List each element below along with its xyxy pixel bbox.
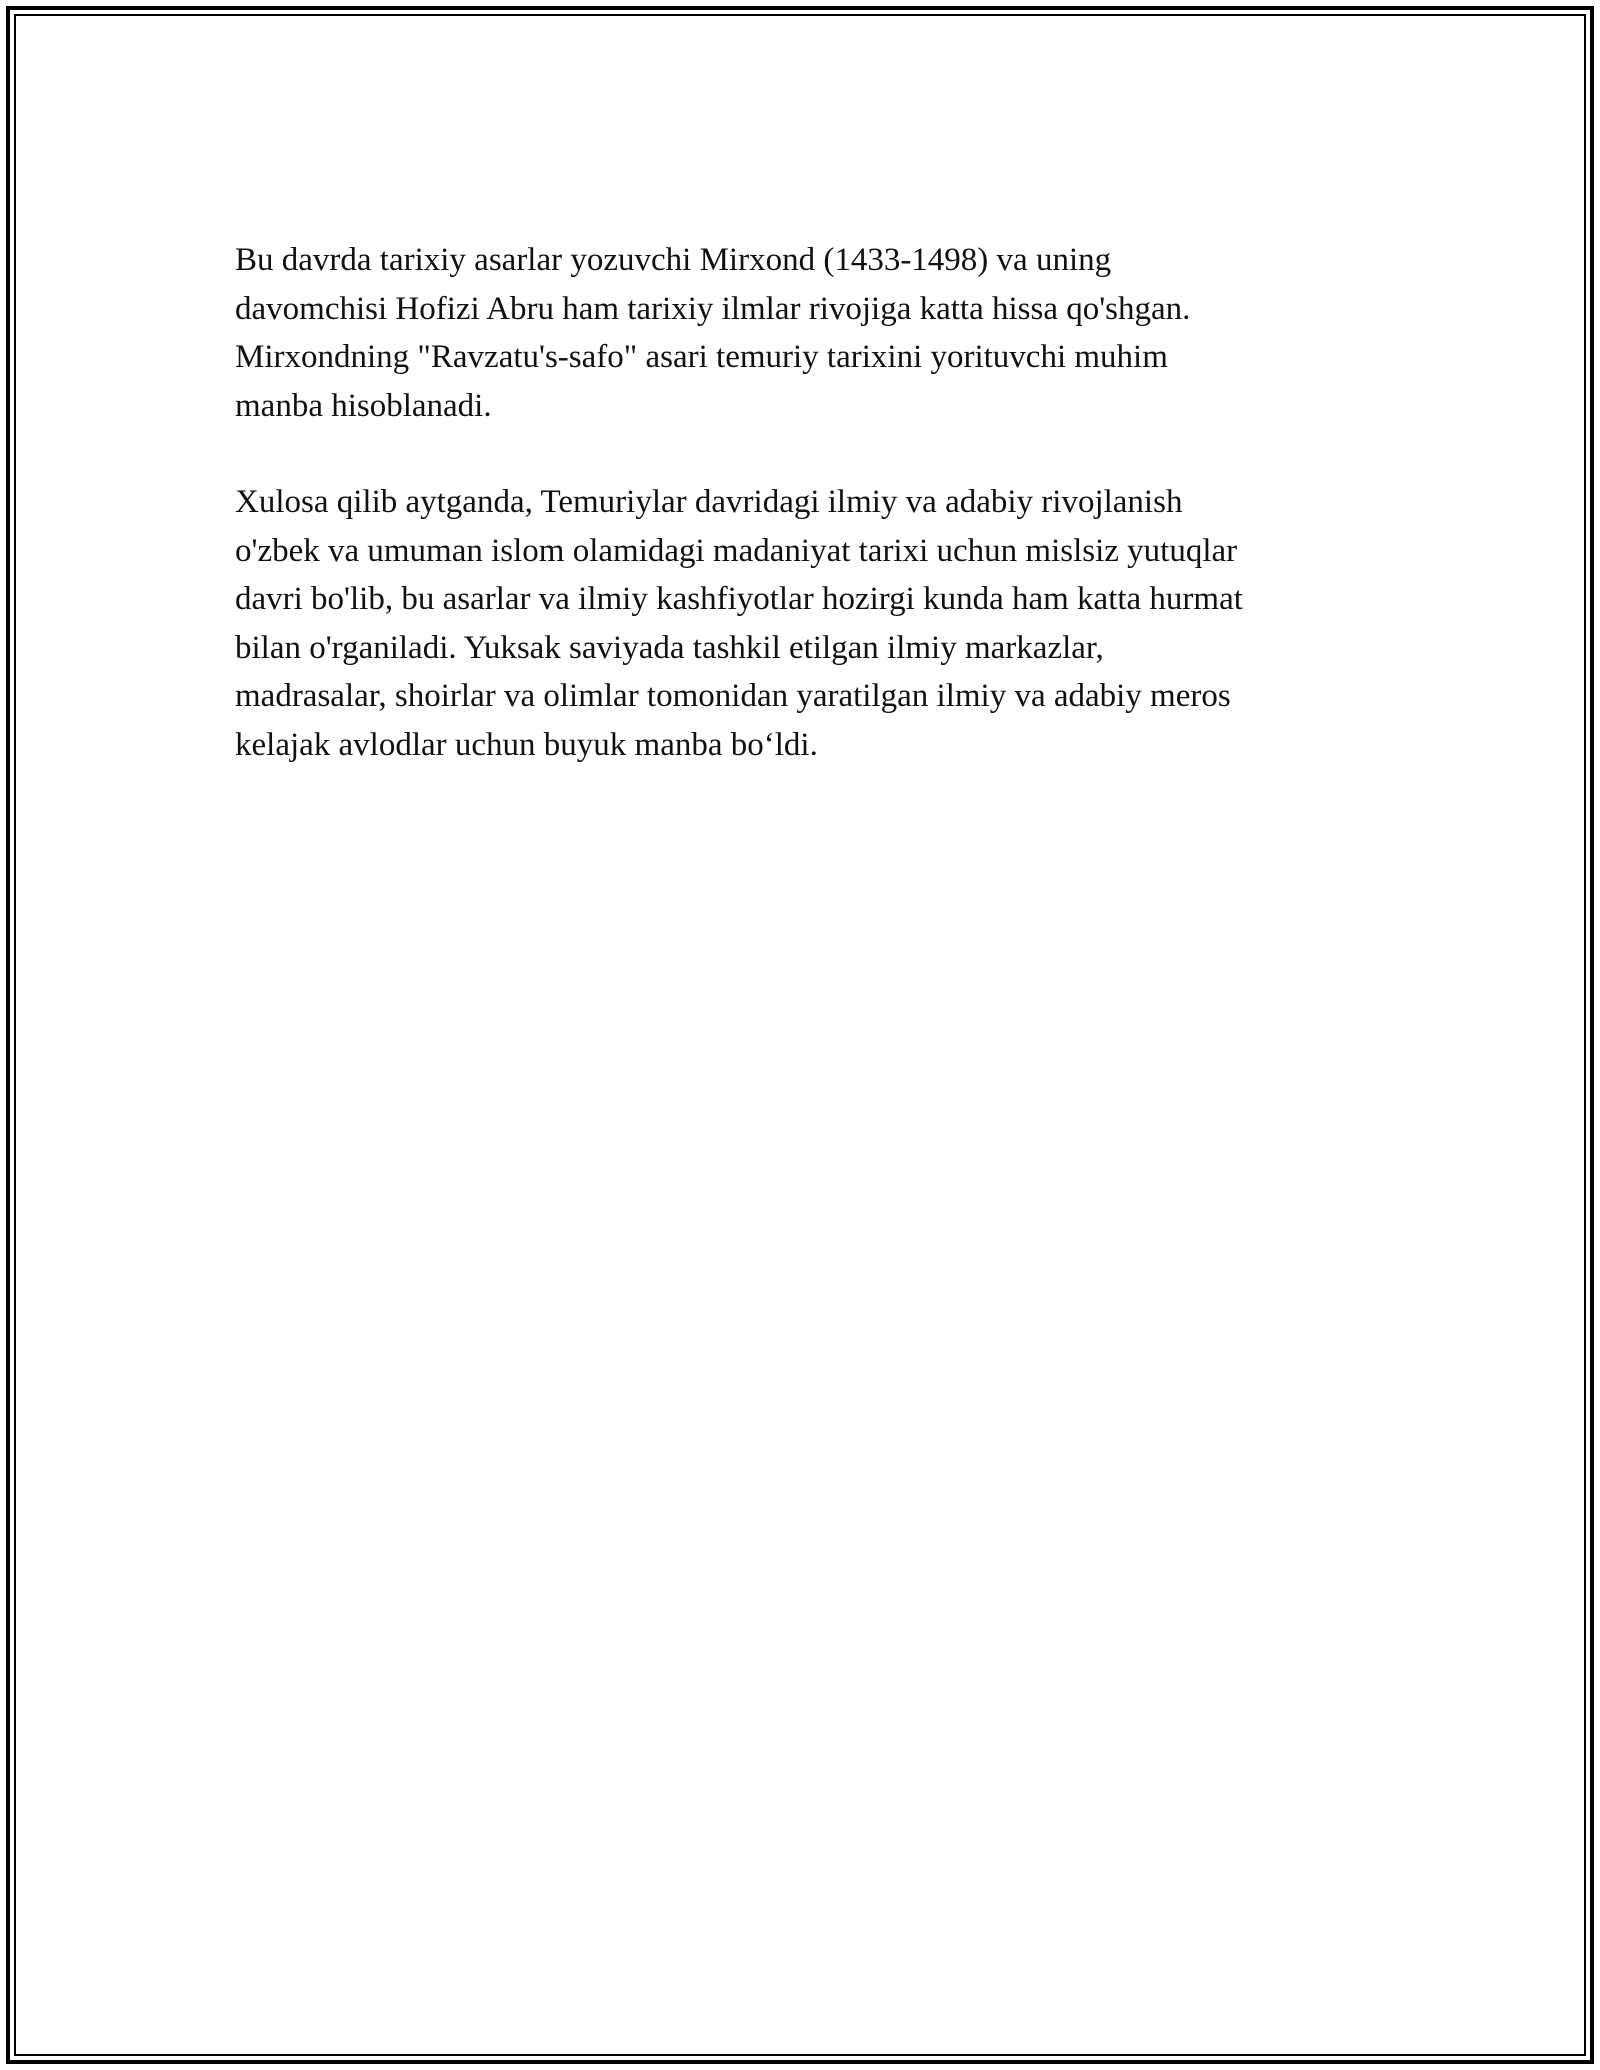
text-line: bilan o'rganiladi. Yuksak saviyada tashkil etilgan ilmiy markazlar, — [235, 629, 1104, 666]
text-line: Xulosa qilib aytganda, Temuriylar davridagi ilmiy va adabiy rivojlanish — [235, 484, 1183, 520]
text-line: o'zbek va umuman islom olamidagi madaniyat tarixi uchun mislsiz yutuqlar — [235, 532, 1238, 569]
text-line: Bu davrda tarixiy asarlar yozuvchi Mirxond (1433-1498) va uning — [235, 242, 1112, 278]
text-line: kelajak avlodlar uchun buyuk manba bo‘ldi. — [235, 726, 818, 763]
paragraph-conclusion — [235, 478, 1375, 769]
document-body — [235, 236, 1375, 817]
text-line: manba hisoblanadi. — [235, 387, 492, 424]
text-line: davri bo'lib, bu asarlar va ilmiy kashfiyotlar hozirgi kunda ham katta hurmat — [235, 581, 1243, 617]
text-line: davomchisi Hofizi Abru ham tarixiy ilmlar rivojiga katta hissa qo'shgan. — [235, 290, 1191, 327]
text-line: Mirxondning "Ravzatu's-safo" asari temuriy tarixini yorituvchi muhim — [235, 339, 1168, 375]
text-line: madrasalar, shoirlar va olimlar tomonidan yaratilgan ilmiy va adabiy meros — [235, 678, 1231, 714]
paragraph-mirxond — [235, 236, 1375, 430]
